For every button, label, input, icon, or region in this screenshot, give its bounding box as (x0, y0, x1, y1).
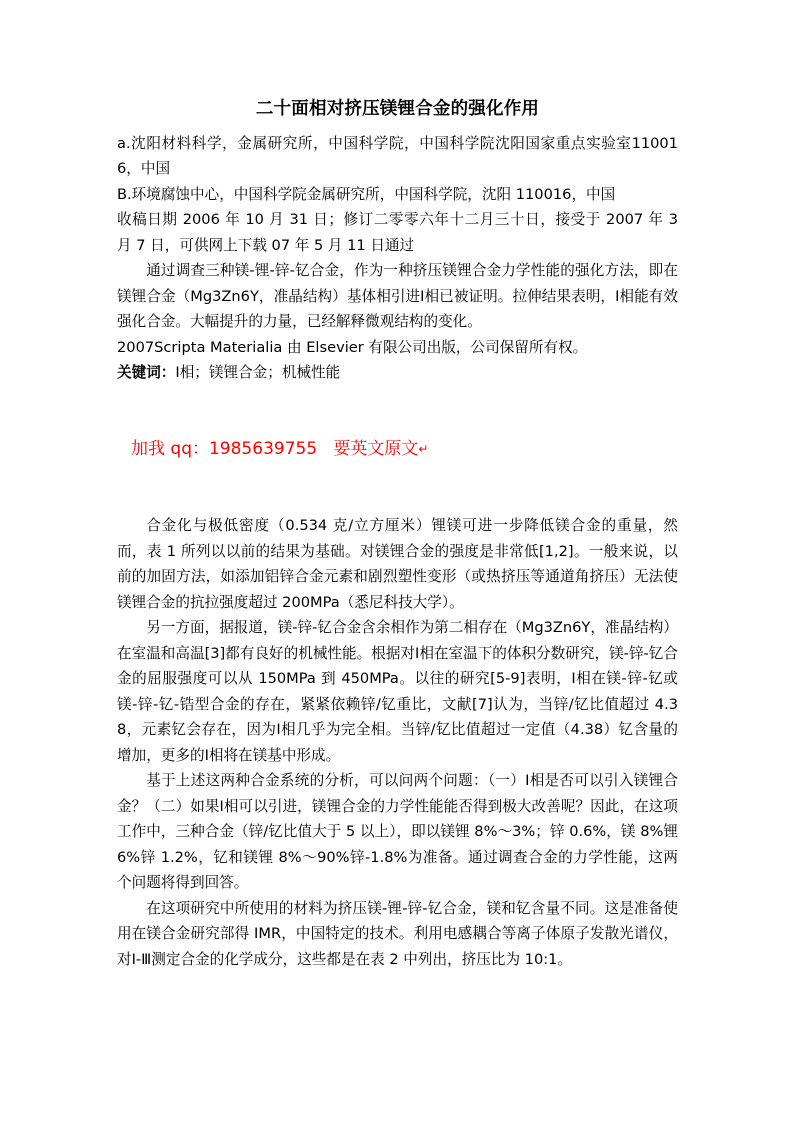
contact-note (117, 437, 678, 463)
body-paragraph: 另一方面，据报道，镁-锌-钇合金含余相作为第二相存在（Mg3Zn6Y，准晶结构）在室温和高温[3]都有良好的机械性能。根据对Ⅰ相在室温下的体积分数研究，镁-锌-钇合金的屈服强度可以从 150MPa 到 450MPa。以往的研究[5-9]表明，Ⅰ相在镁-锌-钇或镁-锌-钇-锆型合金的存在，紧紧依赖锌/钇重比，文献[7]认为，当锌/钇比值超过 4.38，元素钇会存在，因为Ⅰ相几乎为完全相。当锌/钇比值超过一定值（4.38）钇含量的增加，更多的Ⅰ相将在镁基中形成。 (117, 619, 678, 764)
affiliation-b: B.环境腐蚀中心，中国科学院金属研究所，中国科学院，沈阳 110016，中国 (117, 185, 616, 203)
body-paragraph: 合金化与极低密度（0.534 克/立方厘米）锂镁可进一步降低镁合金的重量，然而，表 1 所列以以前的结果为基础。对镁锂合金的强度是非常低[1,2]。一般来说，以前的加固方法，如添加铝锌合金元素和剧烈塑性变形（或热挤压等通道角挤压）无法使镁锂合金的抗拉强度超过 200MPa（悉尼科技大学）。 (117, 517, 678, 611)
received-dates: 收稿日期 2006 年 10 月 31 日；修订二零零六年十二月三十日，接受于 2007 年 3 月 7 日，可供网上下载 07 年 5 月 11 日通过 (117, 211, 678, 254)
keywords-value: Ⅰ相；镁锂合金；机械性能 (175, 364, 341, 381)
keywords-label: 关键词： (117, 364, 176, 381)
copyright-line: 2007Scripta Materialia 由 Elsevier 有限公司出版，公司保留所有权。 (117, 338, 588, 356)
abstract-text: 通过调查三种镁-锂-锌-钇合金，作为一种挤压镁锂合金力学性能的强化方法，即在镁锂合金（Mg3Zn6Y，准晶结构）基体相引进Ⅰ相已被证明。拉伸结果表明，Ⅰ相能有效强化合金。大幅提升的力量，已经解释微观结构的变化。 (117, 262, 678, 330)
affiliation-a: a.沈阳材料科学，金属研究所，中国科学院，中国科学院沈阳国家重点实验室110016，中国 (117, 134, 678, 177)
body-paragraph: 基于上述这两种合金系统的分析，可以问两个问题：（一）Ⅰ相是否可以引入镁锂合金？（二）如果Ⅰ相可以引进，镁锂合金的力学性能能否得到极大改善呢？因此，在这项工作中，三种合金（锌/钇比值大于 5 以上），即以镁锂 8%～3%；锌 0.6%，镁 8%锂 6%锌 1.2%，钇和镁锂 8%～90%锌-1.8%为准备。通过调查合金的力学性能，这两个问题将得到回答。 (117, 772, 678, 891)
keywords-line (117, 360, 678, 386)
page-title: 二十面相对挤压镁锂合金的强化作用 (255, 99, 540, 119)
spacer-before-note (117, 386, 678, 437)
body-paragraph: 在这项研究中所使用的材料为挤压镁-锂-锌-钇合金，镁和钇含量不同。这是准备使用在镁合金研究部得 IMR，中国特定的技术。利用电感耦合等离子体原子发散光谱仪，对Ⅰ-Ⅲ测定合金的化学成分，这些都是在表 2 中列出，挤压比为 10:1。 (117, 899, 678, 968)
line-break-mark-icon: ↵ (418, 441, 429, 456)
contact-note-text: 加我 qq：1985639755 要英文原文 (131, 438, 419, 459)
spacer-after-note (117, 462, 678, 513)
document-content (117, 97, 678, 972)
